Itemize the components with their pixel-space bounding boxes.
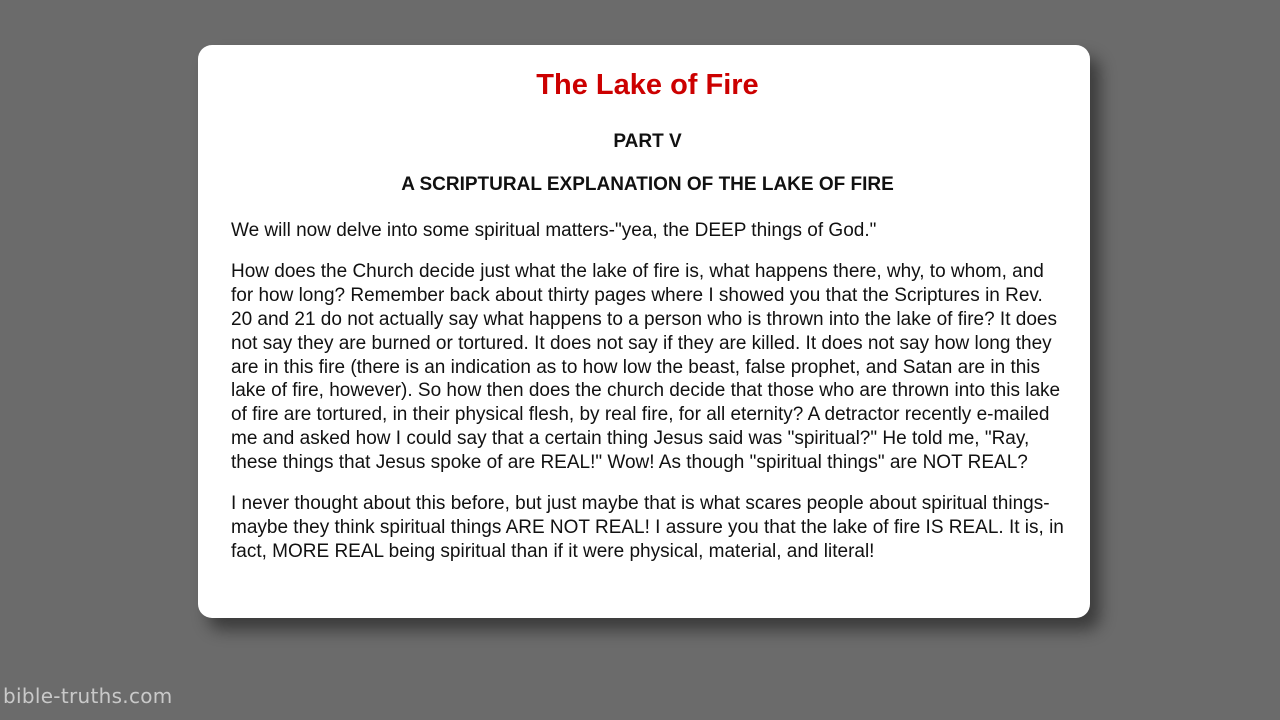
document-card [198,45,1090,618]
paragraph-2: How does the Church decide just what the lake of fire is, what happens there, why, to whom, and for how long? Remember back about thirty pages where I showed you that the Scriptures in Rev. 20 and 21 do not actually say what happens to a person who is thrown into the lake of fire? It does not say they are burned or tortured. It does not say if they are killed. It does not say how long they are in this fire (there is an indication as to how low the beast, false prophet, and Satan are in this lake of fire, however). So how then does the church decide that those who are thrown into this lake of fire are tortured, in their physical flesh, by real fire, for all eternity? A detractor recently e-mailed me and asked how I could say that a certain thing Jesus said was "spiritual?" He told me, "Ray, these things that Jesus spoke of are REAL!" Wow! As though "spiritual things" are NOT REAL? [231,260,1061,474]
section-heading: A SCRIPTURAL EXPLANATION OF THE LAKE OF FIRE [401,174,894,195]
part-heading: PART V [613,131,682,152]
document-title: The Lake of Fire [536,69,759,101]
site-watermark: bible-truths.com [3,684,173,708]
paragraph-3: I never thought about this before, but just maybe that is what scares people about spiritual things-maybe they think spiritual things ARE NOT REAL! I assure you that the lake of fire IS REAL. It is, in fact, MORE REAL being spiritual than if it were physical, material, and literal! [231,493,1064,562]
paragraph-1: We will now delve into some spiritual matters-"yea, the DEEP things of God." [231,220,877,241]
